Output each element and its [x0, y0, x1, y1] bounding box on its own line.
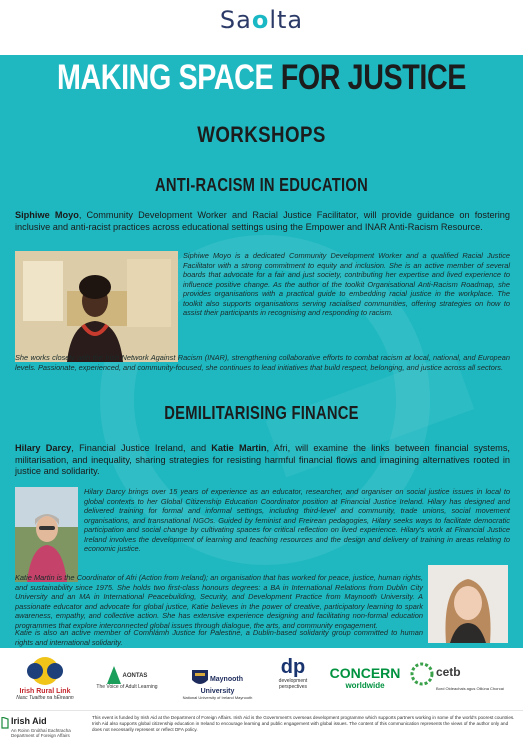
- concern-sub: worldwide: [345, 681, 385, 690]
- photo-hilary-darcy: [15, 487, 78, 582]
- logo-development-perspectives: [268, 656, 318, 690]
- maynooth-crest-icon: [192, 670, 208, 688]
- dp-sub: development perspectives: [278, 678, 308, 690]
- photo-katie-martin: [428, 565, 508, 643]
- katie-bio: Katie Martin is the Coordinator of Afri (Action from Ireland); an organisation that has worked for peace, justice, human rights, and sustainability since 1975. She holds two first-class honours degrees: a BA in International Relations from Dublin City University and an MA in International Peacebuilding, Security, and Development Practice from Maynooth University. A passionate educator and advocate for global justice, Katie believes in the power of creative, participatory learning to spark awareness, empathy, and collective action. She has extensive experience designing and facilitating non-formal education programmes that explore interconnected global issues through dialogue, the arts, and community engagement.: [15, 573, 423, 630]
- section2-intro-text-a: , Financial Justice Ireland, and: [71, 443, 212, 453]
- katie-bio-continued: Katie is also an active member of Comhlámh Justice for Palestine, a Dublin-based solidarity group committed to human rights and international solidarity.: [15, 628, 423, 647]
- logo-maynooth: [180, 670, 255, 700]
- portrait-illustration-hilary: [15, 487, 78, 582]
- section2-intro: [15, 443, 510, 478]
- maynooth-name: Maynooth University: [200, 675, 243, 695]
- portrait-illustration-katie: [428, 565, 508, 643]
- section-heading-demilitarising: DEMILITARISING FINANCE: [164, 403, 359, 423]
- logo-concern: [325, 666, 405, 690]
- section1-intro-text: , Community Development Worker and Racial Justice Facilitator, will provide guidance on fostering inclusive and anti-racist practices across educational settings using the Empower and INAR Anti-Racism Resource.: [15, 210, 510, 232]
- logo-text-start: Sa: [219, 6, 252, 34]
- portrait-illustration: [15, 251, 178, 362]
- logo-irish-rural-link: [10, 656, 80, 701]
- logo-text-end: lta: [269, 6, 304, 34]
- title-dark-part: FOR JUSTICE: [280, 58, 467, 97]
- cetb-name: cetb: [435, 664, 461, 679]
- concern-name: CONCERN: [329, 665, 401, 681]
- poster-title: [47, 58, 476, 98]
- poster-body: [0, 55, 523, 648]
- footer-bar: [0, 710, 523, 740]
- cetb-icon: [410, 662, 434, 686]
- section-heading-anti-racism: ANTI-RACISM IN EDUCATION: [154, 175, 369, 195]
- aontas-sub: The Voice of Adult Learning: [96, 684, 158, 690]
- irl-icon: [25, 656, 65, 686]
- section1-intro: [15, 210, 510, 233]
- funding-disclaimer: This event is funded by Irish Aid at the Department of Foreign Affairs. Irish Aid is the Government's overseas development programme which supports partners working in some of the world's poorest countries. Irish Aid also supports global citizenship education in Ireland to encourage learning and public engagement with global issues. The content of this communication represents the views of the author only and does not necessarily represent or reflect DFA policy.: [92, 715, 515, 732]
- irish-aid-subtitle: An Roinn Gnóthaí Eachtracha Department of Foreign Affairs: [11, 728, 71, 738]
- section1-bio-continued: She works closely with the Irish Network Against Racism (INAR), strengthening collaborative efforts to combat racism at local, national, and European levels. Passionate, experienced, and community-focused, she continues to lead initiatives that build respect, belonging, and justice across all sectors.: [15, 353, 510, 372]
- dp-mark: dp: [280, 656, 306, 678]
- speaker-siphiwe: Siphiwe Moyo: [15, 210, 79, 220]
- photo-siphiwe-moyo: [15, 251, 178, 362]
- aontas-name: AONTAS: [122, 672, 148, 679]
- section1-bio: Siphiwe Moyo is a dedicated Community Development Worker and a qualified Racial Justice Facilitator with a strong commitment to equity and inclusion. She is an active member of several boards that advocate for a fair and just society, contributing her expertise and lived experience to influence positive change. As the author of the toolkit Organisational Anti-Racism Roadmap, she provides organisations with a practical guide to embedding racial justice in the workplace. The toolkit also supports organisations serving racialised communities, offering strategies on how to assist their participants in recognising and responding to racism.: [183, 251, 510, 317]
- hilary-bio: Hilary Darcy brings over 15 years of experience as an educator, researcher, and organiser on social justice issues in local to global contexts to her Global Citizenship Education Coordinator position at Financial Justice Ireland. Hilary has designed and delivered training for formal and informal settings, including third-level and community, trade unions, social movement organisations, and transnational NGOs. Guided by feminist and Freirean pedagogies, Hilary seeks ways to facilitate democratic participation and social change by cultivating spaces for critical reflection on lived experience. Hilary's work at Financial Justice Ireland involves the development of learning and teaching resources and the design and delivery of training in areas relating to economic justice.: [84, 487, 510, 553]
- header: [0, 0, 523, 55]
- cetb-sub: Bord Oideachais agus Oiliúna Chorcaí: [436, 686, 505, 691]
- logo-aontas: [92, 666, 162, 690]
- speaker-hilary: Hilary Darcy: [15, 443, 72, 453]
- saolta-logo: [0, 6, 523, 34]
- maynooth-sub: National University of Ireland Maynooth: [182, 695, 253, 700]
- harp-icon: [1, 717, 9, 729]
- aontas-icon: [107, 666, 121, 684]
- irl-name: Irish Rural Link: [19, 688, 71, 695]
- title-white-part: MAKING SPACE: [56, 58, 281, 97]
- poster-subtitle: WORKSHOPS: [197, 122, 326, 147]
- section2-intro-text-b: , Afri, will examine the links between financial systems, militarisation, and inequality, sharing strategies for resisting harmful financial flows and imagining alternatives rooted in justice and solidarity.: [15, 443, 510, 477]
- partner-logos: [0, 648, 523, 710]
- irl-sub: Nasc Tuaithe na hÉireann: [16, 695, 74, 701]
- logo-accent: o: [251, 6, 270, 34]
- speaker-katie: Katie Martin: [211, 443, 267, 453]
- logo-cetb: [410, 662, 515, 691]
- irish-aid-logo: Irish Aid: [11, 716, 47, 726]
